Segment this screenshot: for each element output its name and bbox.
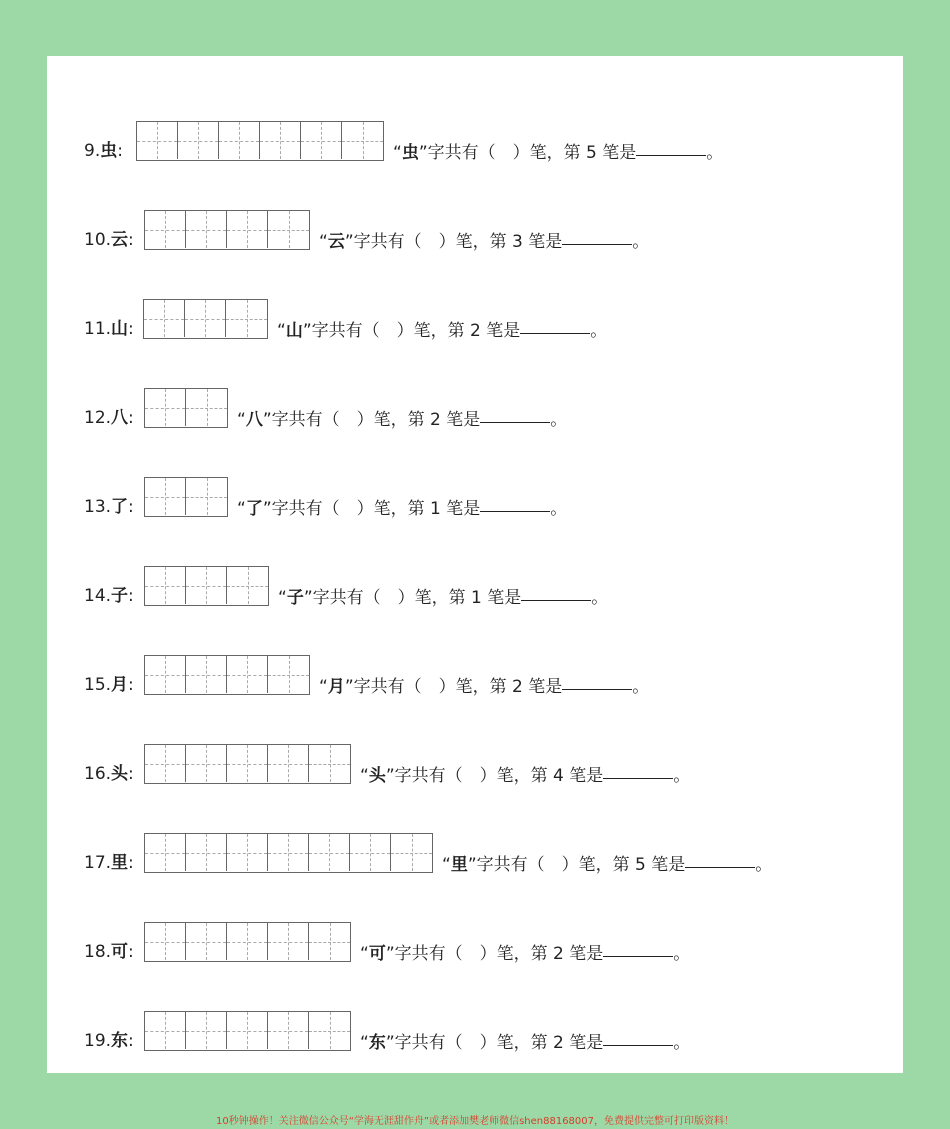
- tian-grid-box[interactable]: [145, 1012, 186, 1049]
- stroke-ordinal: 3: [506, 232, 529, 252]
- label-colon: :: [128, 230, 134, 250]
- open-quote: “: [277, 321, 286, 341]
- quoted-character: 月: [327, 677, 345, 697]
- question-part-1: 字共有（ ）笔，第: [476, 855, 630, 875]
- question-part-2: 笔是: [569, 944, 604, 964]
- tian-grid-box[interactable]: [145, 923, 186, 960]
- question-label: [84, 225, 134, 250]
- worksheet-page: [47, 56, 903, 1073]
- tian-grid-box[interactable]: [145, 389, 186, 426]
- tian-grid-box[interactable]: [342, 122, 383, 159]
- question-part-1: 字共有（ ）笔，第: [394, 766, 548, 786]
- answer-blank[interactable]: [685, 866, 755, 868]
- question-number: 19.: [84, 1031, 112, 1051]
- question-part-1: 字共有（ ）笔，第: [394, 1033, 548, 1053]
- tian-grid-box[interactable]: [145, 478, 186, 515]
- target-character: 东: [111, 1031, 129, 1051]
- question-number: 15.: [84, 675, 112, 695]
- target-character: 月: [111, 675, 129, 695]
- label-colon: :: [117, 141, 123, 161]
- answer-blank[interactable]: [603, 1044, 673, 1046]
- quoted-character: 云: [327, 232, 345, 252]
- close-quote: ”: [344, 232, 354, 252]
- question-part-2: 笔是: [651, 855, 686, 875]
- target-character: 山: [111, 319, 129, 339]
- close-quote: ”: [418, 143, 428, 163]
- writing-grid[interactable]: [144, 1011, 351, 1051]
- stroke-ordinal: 2: [424, 410, 447, 430]
- close-quote: ”: [385, 944, 395, 964]
- question-number: 10.: [84, 230, 112, 250]
- tian-grid-box[interactable]: [227, 567, 268, 604]
- question-part-1: 字共有（ ）笔，第: [271, 410, 425, 430]
- tian-grid-box[interactable]: [268, 745, 309, 782]
- tian-grid-box[interactable]: [226, 300, 267, 337]
- question-label: [84, 937, 134, 962]
- quoted-character: 东: [368, 1033, 386, 1053]
- target-character: 头: [111, 764, 129, 784]
- writing-grid[interactable]: [144, 744, 351, 784]
- stroke-ordinal: 4: [547, 766, 570, 786]
- quoted-character: 山: [285, 321, 303, 341]
- quoted-character: 八: [245, 410, 263, 430]
- period: 。: [673, 766, 691, 786]
- tian-grid-box[interactable]: [227, 923, 268, 960]
- question-number: 14.: [84, 586, 112, 606]
- question-part-2: 笔是: [602, 143, 637, 163]
- period: 。: [632, 677, 650, 697]
- question-part-1: 字共有（ ）笔，第: [427, 143, 581, 163]
- period: 。: [550, 410, 568, 430]
- quoted-character: 头: [368, 766, 386, 786]
- question-text: [278, 583, 608, 608]
- target-character: 了: [111, 497, 129, 517]
- tian-grid-box[interactable]: [186, 745, 227, 782]
- label-colon: :: [128, 1031, 134, 1051]
- question-part-1: 字共有（ ）笔，第: [353, 232, 507, 252]
- question-row: [47, 457, 903, 517]
- writing-grid[interactable]: [144, 388, 228, 428]
- period: 。: [591, 588, 609, 608]
- answer-blank[interactable]: [603, 955, 673, 957]
- writing-grid[interactable]: [143, 299, 268, 339]
- open-quote: “: [360, 1033, 369, 1053]
- writing-grid[interactable]: [144, 922, 351, 962]
- tian-grid-box[interactable]: [268, 211, 309, 248]
- question-text: [360, 939, 690, 964]
- tian-grid-box[interactable]: [268, 834, 309, 871]
- target-character: 可: [111, 942, 129, 962]
- close-quote: ”: [303, 588, 313, 608]
- footer-note: 10秒钟操作！关注微信公众号“学海无涯甜作舟”或者添加樊老师微信shen88168007，免费提供完整可打印版资料！: [215, 1116, 735, 1127]
- question-part-2: 笔是: [569, 766, 604, 786]
- open-quote: “: [237, 410, 246, 430]
- close-quote: ”: [344, 677, 354, 697]
- label-colon: :: [128, 764, 134, 784]
- tian-grid-box[interactable]: [309, 834, 350, 871]
- label-colon: :: [128, 408, 134, 428]
- open-quote: “: [319, 232, 328, 252]
- question-number: 13.: [84, 497, 112, 517]
- question-part-2: 笔是: [446, 499, 481, 519]
- label-colon: :: [128, 586, 134, 606]
- tian-grid-box[interactable]: [145, 745, 186, 782]
- question-row: [47, 724, 903, 784]
- question-label: [84, 581, 134, 606]
- tian-grid-box[interactable]: [260, 122, 301, 159]
- writing-grid[interactable]: [144, 655, 310, 695]
- tian-grid-box[interactable]: [145, 656, 186, 693]
- label-colon: :: [128, 319, 134, 339]
- question-row: [47, 991, 903, 1051]
- question-text: [393, 138, 723, 163]
- question-row: [47, 279, 903, 339]
- stroke-ordinal: 2: [506, 677, 529, 697]
- answer-blank[interactable]: [480, 421, 550, 423]
- period: 。: [755, 855, 773, 875]
- open-quote: “: [442, 855, 451, 875]
- question-text: [237, 494, 567, 519]
- tian-grid-box[interactable]: [186, 923, 227, 960]
- target-character: 云: [111, 230, 129, 250]
- question-part-1: 字共有（ ）笔，第: [312, 588, 466, 608]
- tian-grid-box[interactable]: [227, 834, 268, 871]
- close-quote: ”: [467, 855, 477, 875]
- question-part-2: 笔是: [528, 232, 563, 252]
- question-number: 12.: [84, 408, 112, 428]
- tian-grid-box[interactable]: [145, 211, 186, 248]
- close-quote: ”: [262, 499, 272, 519]
- answer-blank[interactable]: [520, 332, 590, 334]
- label-colon: :: [128, 853, 134, 873]
- period: 。: [673, 944, 691, 964]
- question-row: [47, 902, 903, 962]
- tian-grid-box[interactable]: [309, 1012, 350, 1049]
- quoted-character: 了: [245, 499, 263, 519]
- question-label: [84, 848, 134, 873]
- tian-grid-box[interactable]: [227, 1012, 268, 1049]
- writing-grid[interactable]: [144, 566, 269, 606]
- answer-blank[interactable]: [562, 688, 632, 690]
- question-label: [84, 670, 134, 695]
- tian-grid-box[interactable]: [145, 567, 186, 604]
- tian-grid-box[interactable]: [301, 122, 342, 159]
- stroke-ordinal: 1: [424, 499, 447, 519]
- answer-blank[interactable]: [603, 777, 673, 779]
- tian-grid-box[interactable]: [186, 389, 227, 426]
- tian-grid-box[interactable]: [219, 122, 260, 159]
- quoted-character: 里: [450, 855, 468, 875]
- quoted-character: 子: [286, 588, 304, 608]
- question-row: [47, 635, 903, 695]
- tian-grid-box[interactable]: [186, 656, 227, 693]
- target-character: 八: [111, 408, 129, 428]
- stroke-ordinal: 5: [580, 143, 603, 163]
- quoted-character: 可: [368, 944, 386, 964]
- question-text: [442, 850, 772, 875]
- question-label: [84, 403, 134, 428]
- period: 。: [632, 232, 650, 252]
- tian-grid-box[interactable]: [227, 211, 268, 248]
- question-text: [319, 672, 649, 697]
- question-part-2: 笔是: [446, 410, 481, 430]
- tian-grid-box[interactable]: [178, 122, 219, 159]
- tian-grid-box[interactable]: [227, 745, 268, 782]
- writing-grid[interactable]: [144, 210, 310, 250]
- answer-blank[interactable]: [480, 510, 550, 512]
- open-quote: “: [393, 143, 402, 163]
- question-row: [47, 546, 903, 606]
- question-label: [84, 492, 134, 517]
- question-number: 11.: [84, 319, 112, 339]
- question-text: [360, 761, 690, 786]
- label-colon: :: [128, 942, 134, 962]
- question-part-1: 字共有（ ）笔，第: [394, 944, 548, 964]
- writing-grid[interactable]: [144, 477, 228, 517]
- stroke-ordinal: 2: [464, 321, 487, 341]
- period: 。: [550, 499, 568, 519]
- question-part-1: 字共有（ ）笔，第: [271, 499, 425, 519]
- question-text: [237, 405, 567, 430]
- period: 。: [590, 321, 608, 341]
- question-label: [84, 759, 134, 784]
- question-part-2: 笔是: [569, 1033, 604, 1053]
- target-character: 虫: [100, 141, 118, 161]
- close-quote: ”: [385, 766, 395, 786]
- question-text: [277, 316, 607, 341]
- tian-grid-box[interactable]: [186, 1012, 227, 1049]
- question-part-2: 笔是: [486, 321, 521, 341]
- tian-grid-box[interactable]: [186, 211, 227, 248]
- question-label: [84, 314, 134, 339]
- tian-grid-box[interactable]: [309, 745, 350, 782]
- period: 。: [673, 1033, 691, 1053]
- period: 。: [706, 143, 724, 163]
- writing-grid[interactable]: [144, 833, 433, 873]
- tian-grid-box[interactable]: [186, 834, 227, 871]
- question-part-2: 笔是: [528, 677, 563, 697]
- question-row: [47, 368, 903, 428]
- question-row: [47, 101, 903, 161]
- question-number: 16.: [84, 764, 112, 784]
- close-quote: ”: [385, 1033, 395, 1053]
- answer-blank[interactable]: [521, 599, 591, 601]
- stroke-ordinal: 2: [547, 944, 570, 964]
- quoted-character: 虫: [401, 143, 419, 163]
- question-row: [47, 813, 903, 873]
- close-quote: ”: [262, 410, 272, 430]
- question-label: [84, 1026, 134, 1051]
- question-row: [47, 190, 903, 250]
- tian-grid-box[interactable]: [186, 567, 227, 604]
- label-colon: :: [128, 497, 134, 517]
- tian-grid-box[interactable]: [185, 300, 226, 337]
- tian-grid-box[interactable]: [268, 656, 309, 693]
- open-quote: “: [237, 499, 246, 519]
- question-part-1: 字共有（ ）笔，第: [311, 321, 465, 341]
- target-character: 子: [111, 586, 129, 606]
- tian-grid-box[interactable]: [145, 834, 186, 871]
- question-number: 9.: [84, 141, 101, 161]
- question-text: [319, 227, 649, 252]
- writing-grid[interactable]: [136, 121, 384, 161]
- stroke-ordinal: 5: [629, 855, 652, 875]
- tian-grid-box[interactable]: [186, 478, 227, 515]
- open-quote: “: [278, 588, 287, 608]
- stroke-ordinal: 2: [547, 1033, 570, 1053]
- stroke-ordinal: 1: [465, 588, 488, 608]
- question-part-2: 笔是: [487, 588, 522, 608]
- tian-grid-box[interactable]: [137, 122, 178, 159]
- answer-blank[interactable]: [562, 243, 632, 245]
- tian-grid-box[interactable]: [391, 834, 432, 871]
- tian-grid-box[interactable]: [268, 923, 309, 960]
- question-number: 18.: [84, 942, 112, 962]
- question-text: [360, 1028, 690, 1053]
- question-label: [84, 136, 123, 161]
- question-number: 17.: [84, 853, 112, 873]
- question-part-1: 字共有（ ）笔，第: [353, 677, 507, 697]
- open-quote: “: [360, 944, 369, 964]
- tian-grid-box[interactable]: [268, 1012, 309, 1049]
- open-quote: “: [360, 766, 369, 786]
- tian-grid-box[interactable]: [350, 834, 391, 871]
- open-quote: “: [319, 677, 328, 697]
- tian-grid-box[interactable]: [144, 300, 185, 337]
- target-character: 里: [111, 853, 129, 873]
- label-colon: :: [128, 675, 134, 695]
- close-quote: ”: [302, 321, 312, 341]
- answer-blank[interactable]: [636, 154, 706, 156]
- tian-grid-box[interactable]: [227, 656, 268, 693]
- tian-grid-box[interactable]: [309, 923, 350, 960]
